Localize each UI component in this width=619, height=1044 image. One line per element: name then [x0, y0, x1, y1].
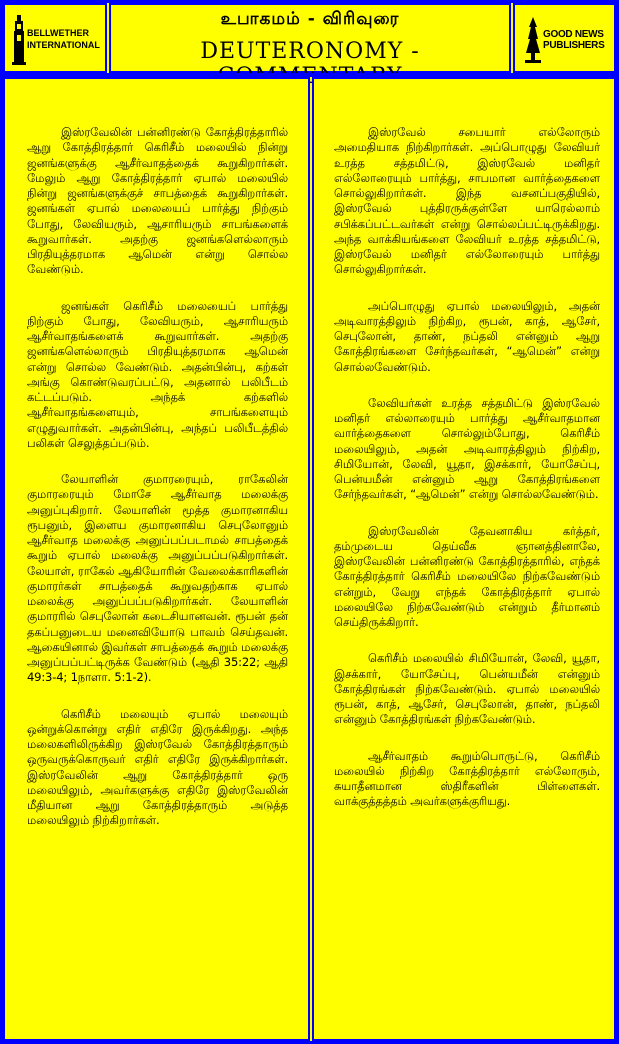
right-paragraph-1: இஸ்ரவேல் சபையார் எல்லோரும் அமைதியாக நிற்கிறார்கள். அப்பொழுது லேவியர் உரத்த சத்தமிட்டு, இஸ்ரவேல் மனிதர் எல்லோரையும் பார்த்து, சாபமான வார்த்தைகளை சொல்லுகிறார்கள். இந்த வசனப்பகுதியில், இஸ்ரவேல் புத்திரருக்குள்ளே யாரெல்லாம் சபிக்கப்பட்டவர்கள் என்று சொல்லப்பட்டிருக்கிறது. அந்த வாக்கியங்களை லேவியர் உரத்த சத்தமிட்டு, இஸ்ரவேல் மனிதர் எல்லோரையும் பார்த்து சொல்லுகிறார்கள்.	[334, 125, 600, 277]
right-paragraph-2: அப்பொழுது ஏபால் மலையிலும், அதன் அடிவாரத்திலும் நிற்கிற, ரூபன், காத், ஆசேர், செபுலோன், தாண், நப்தலி என்னும் ஆறு கோத்திரங்களை சேர்ந்தவர்கள், “ஆமென்” என்று சொல்லவேண்டும்.	[334, 298, 600, 374]
left-logo-line1: BELLWETHER	[27, 28, 89, 38]
right-column	[312, 77, 616, 1041]
right-paragraph-6: ஆசீர்வாதம் கூறும்பொருட்டு, கெரிசீம் மலையில் நிற்கிற கோத்திரத்தார் எல்லோரும், சுயாதீனமான ஸ்திரீகளின் பிள்ளைகள். வாக்குத்தத்தம் அவர்களுக்குரியது.	[334, 748, 600, 809]
publisher-logo-left	[3, 3, 107, 73]
good-news-logo-icon	[523, 17, 543, 63]
right-logo-text	[543, 29, 604, 51]
left-logo-line2: INTERNATIONAL	[27, 40, 100, 50]
left-paragraph-2: ஜனங்கள் கெரிசீம் மலையைப் பார்த்து நிற்கும் போது, லேவியரும், ஆசாரியரும் ஆசீர்வாதங்களைக் கூறுவார்கள். அதற்கு ஜனங்களெல்லாரும் பிரதியுத்தரமாக ஆமென் என்று சொல்ல வேண்டும். அதன்பின்பு, கற்கள் அங்கு கொண்டுவரப்பட்டு, அதனால் பலிபீடம் கட்டப்படும். அந்தக் கற்களில் ஆசீர்வாதங்களையும், சாபங்களையும் எழுதுவார்கள். அதன்பின்பு, அந்தப் பலிபீடத்தில் பலிகள் செலுத்தப்படும்.	[27, 298, 288, 450]
left-paragraph-3: லேயாளின் குமாரரையும், ராகேலின் குமாரரையும் மோசே ஆசீர்வாத மலைக்கு அனுப்புகிறார். லேயாளின் மூத்த குமாரனாகிய ரூபனும், இளைய குமாரனாகிய செபுலோனும் ஆசீர்வாத மலைக்கு அனுப்பப்படாமல் சாபத்தைக் கூறும் ஏபால் மலைக்கு அனுப்பப்படுகிறார்கள். லேயாள், ராகேல் ஆகியோரின் வேலைக்காரிகளின் குமாரர்கள் சாபத்தைக் கூறுவதற்காக ஏபால் மலைக்கு அனுப்பப்படுகிறார்கள். லேயாளின் குமாரரில் செபுலோன் கடைசியானவன். ரூபன் தன் தகப்பனுடைய மனைவியோடு பாவம் செய்தவன். ஆகையினால் இவர்கள் சாபத்தைக் கூறும் மலைக்கு அனுப்பப்பட்டிருக்க வேண்டும் (ஆதி 35:22; ஆதி 49:3-4; 1நாளா. 5:1-2).	[27, 472, 288, 685]
left-paragraph-1: இஸ்ரவேலின் பன்னிரண்டு கோத்திரத்தாரில் ஆறு கோத்திரத்தார் கெரிசீம் மலையில் நின்று ஜனங்களுக்கு ஆசீர்வாதத்தைக் கூறுகிறார்கள். மேலும் ஆறு கோத்திரத்தார் ஏபால் மலையில் நின்று ஜனங்களுக்குச் சாபத்தைக் கூறுகிறார்கள். ஜனங்கள் ஏபால் மலையைப் பார்த்து நிற்கும் போது, லேவியரும், ஆசாரியரும் சாபங்களைக் கூறுவார்கள். அதற்கு ஜனங்களெல்லாரும் பிரதியுத்தரமாக ஆமென் என்று சொல்ல வேண்டும்.	[27, 125, 288, 277]
right-paragraph-3: லேவியர்கள் உரத்த சத்தமிட்டு இஸ்ரவேல் மனிதர் எல்லாரையும் பார்த்து ஆசீர்வாதமான வார்த்தைகளை சொல்லும்போது, கெரிசீம் மலையிலும், அதன் அடிவாரத்திலும் நிற்கிற, சிமியோன், லேவி, யூதா, இசக்கார், யோசேப்பு, பென்யமீன் என்னும் ஆறு கோத்திரங்களை சேர்ந்தவர்கள், “ஆமென்” என்று சொல்லவேண்டும்.	[334, 395, 600, 502]
left-paragraph-4: கெரிசீம் மலையும் ஏபால் மலையும் ஒன்றுக்கொன்று எதிர் எதிரே இருக்கிறது. அந்த மலைகளிலிருக்கிற இஸ்ரவேல் கோத்திரத்தாரும் ஒருவருக்கொருவர் எதிர் எதிரே இருக்கிறார்கள். இஸ்ரவேலின் ஆறு கோத்திரத்தார் ஒரு மலையிலும், அவர்களுக்கு எதிரே இஸ்ரவேலின் மீதியான ஆறு கோத்திரத்தாரும் அடுத்த மலையிலும் நிற்கிறார்கள்.	[27, 706, 288, 828]
right-paragraph-5: கெரிசீம் மலையில் சிமியோன், லேவி, யூதா, இசக்கார், யோசேப்பு, பென்யமீன் என்னும் கோத்திரங்கள் நிற்கவேண்டும். ஏபால் மலையில் ரூபன், காத், ஆசேர், செபுலோன், தாண், நப்தலி என்னும் கோத்திரங்கள் நிற்கவேண்டும்.	[334, 651, 600, 727]
right-logo-line1: GOOD NEWS	[543, 29, 604, 40]
bell-tower-logo-icon	[11, 15, 27, 65]
publisher-logo-right	[513, 3, 616, 73]
tamil-title: உபாகமம் - விரிவுரை	[220, 9, 400, 29]
right-paragraph-4: இஸ்ரவேலின் தேவனாகிய கர்த்தர், தம்முடைய தெய்வீக ஞானத்தினாலே, இஸ்ரவேலின் பன்னிரண்டு கோத்திரத்தாரில், எந்தக் கோத்திரத்தார் கெரிசீம் மலையிலே நிற்கவேண்டும் என்றும், வேறு எந்தக் கோத்திரத்தார் ஏபால் மலையிலே நிற்கவேண்டும் என்றும் தீர்மானம் செய்திருக்கிறார்.	[334, 523, 600, 629]
title-box	[109, 3, 511, 73]
english-title: DEUTERONOMY -	[200, 39, 420, 64]
left-logo-text	[27, 27, 100, 51]
right-logo-line2: PUBLISHERS	[543, 40, 605, 51]
left-column	[3, 77, 310, 1041]
